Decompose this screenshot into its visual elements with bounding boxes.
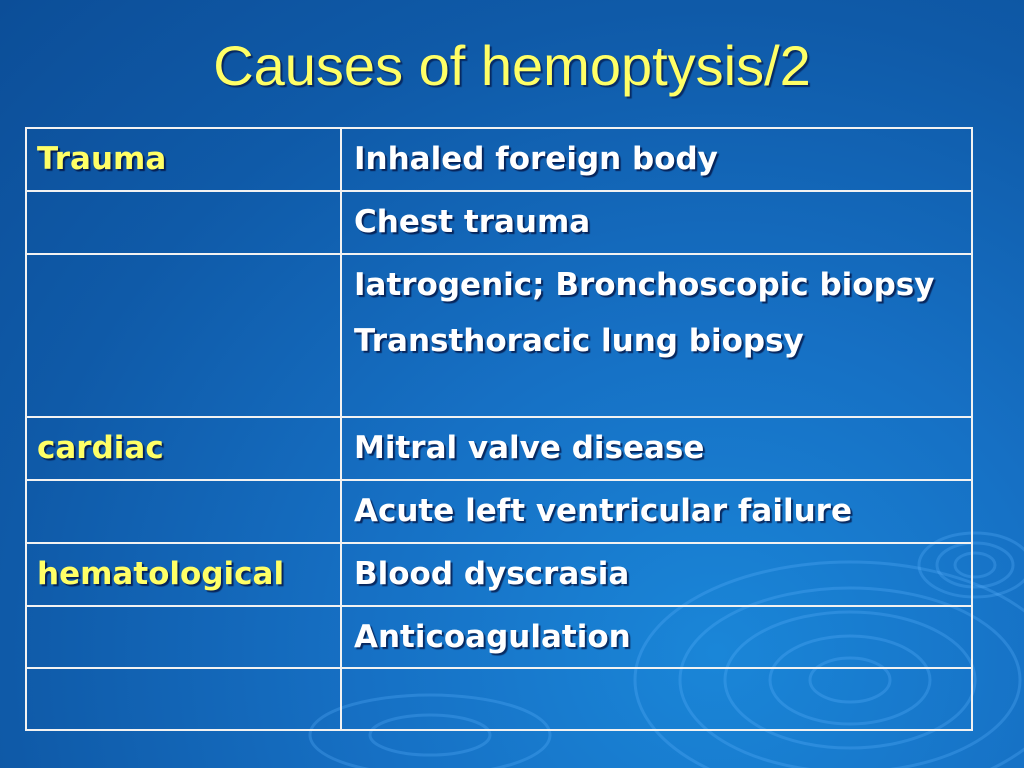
cause-cell — [341, 543, 972, 606]
table-row — [26, 128, 972, 191]
cause-cell — [341, 668, 972, 730]
category-cell: Trauma — [26, 128, 341, 191]
category-cell — [26, 668, 341, 730]
slide-title: Causes of hemoptysis/2 — [213, 34, 811, 97]
category-cell — [26, 191, 341, 254]
cause-cell — [341, 254, 972, 417]
causes-table — [25, 127, 973, 731]
table-row — [26, 668, 972, 730]
cause-text: Blood dyscrasia — [354, 556, 630, 592]
cause-cell — [341, 128, 972, 191]
table-row — [26, 191, 972, 254]
category-cell: hematological — [26, 543, 341, 606]
category-cell — [26, 254, 341, 417]
cause-cell — [341, 480, 972, 543]
category-cell — [26, 606, 341, 668]
cause-cell — [341, 606, 972, 668]
cause-text: Chest trauma — [354, 204, 591, 240]
cause-text: Transthoracic lung biopsy — [354, 323, 804, 359]
table-row — [26, 480, 972, 543]
cause-text: Iatrogenic; Bronchoscopic biopsy — [354, 267, 935, 303]
cause-text: Anticoagulation — [354, 619, 631, 655]
category-cell — [26, 480, 341, 543]
table-row — [26, 417, 972, 480]
table-row — [26, 543, 972, 606]
cause-text: Mitral valve disease — [354, 430, 705, 466]
cause-text: Acute left ventricular failure — [354, 493, 852, 529]
cause-cell — [341, 191, 972, 254]
table-row — [26, 254, 972, 417]
category-cell: cardiac — [26, 417, 341, 480]
cause-text: Inhaled foreign body — [354, 141, 718, 177]
cause-cell — [341, 417, 972, 480]
table-row — [26, 606, 972, 668]
